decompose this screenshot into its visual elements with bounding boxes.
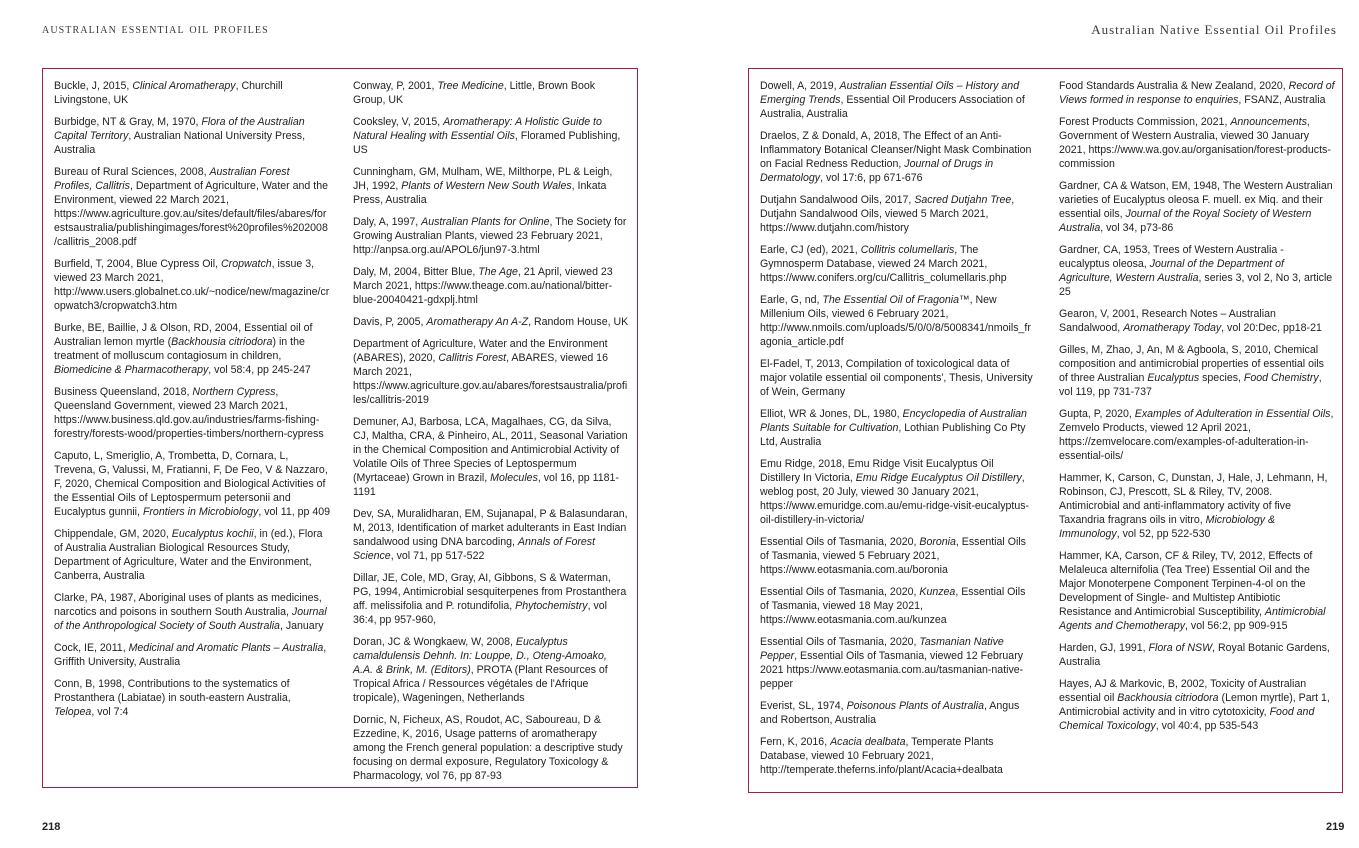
- reference-entry: Gardner, CA, 1953, Trees of Western Australia - eucalyptus oleosa, Journal of the Department of Agriculture, Western Australia, series 3, vol 2, No 3, article 25: [1059, 244, 1333, 298]
- reference-entry: Burbidge, NT & Gray, M, 1970, Flora of the Australian Capital Territory, Australian National University Press, Australia: [54, 116, 306, 156]
- running-head-left: australian essential oil profiles: [42, 22, 269, 37]
- page-number-right: 219: [1326, 821, 1345, 833]
- reference-entry: Business Queensland, 2018, Northern Cypress, Queensland Government, viewed 23 March 2021, https://www.business.qld.gov.au/industries/farms-fishing-forestry/forests-wood/properties-timbers/northern-cypress: [54, 386, 324, 440]
- reference-entry: Gearon, V, 2001, Research Notes – Australian Sandalwood, Aromatherapy Today, vol 20:Dec, pp18-21: [1059, 308, 1322, 334]
- reference-entry: Emu Ridge, 2018, Emu Ridge Visit Eucalyptus Oil Distillery In Victoria, Emu Ridge Eucalyptus Oil Distillery, weblog post, 20 July, viewed 30 January 2021, https://www.emuridge.com.au/emu-ridge-visit-eucalyptus-oil-distillery-in-victoria/: [760, 458, 1030, 526]
- reference-entry: Burfield, T, 2004, Blue Cypress Oil, Cropwatch, issue 3, viewed 23 March 2021, http://www.users.globalnet.co.uk/~nodice/new/magazine/cropwatch3/cropwatch3.htm: [54, 258, 330, 312]
- reference-entry: Draelos, Z & Donald, A, 2018, The Effect of an Anti-Inflammatory Botanical Cleanser/Night Mask Combination on Facial Redness Reduction, Journal of Drugs in Dermatology, vol 17:6, pp 671-676: [760, 130, 1032, 184]
- reference-entry: Everist, SL, 1974, Poisonous Plants of Australia, Angus and Robertson, Australia: [760, 700, 1020, 726]
- reference-entry: Harden, GJ, 1991, Flora of NSW, Royal Botanic Gardens, Australia: [1059, 642, 1330, 668]
- reference-entry: Gilles, M, Zhao, J, An, M & Agboola, S, 2010, Chemical composition and antimicrobial properties of essential oils of three Australian Eucalyptus species, Food Chemistry, vol 119, pp 731-737: [1059, 344, 1324, 398]
- reference-entry: Essential Oils of Tasmania, 2020, Boronia, Essential Oils of Tasmania, viewed 5 February 2021, https://www.eotasmania.com.au/boronia: [760, 536, 1026, 576]
- reference-entry: Hammer, K, Carson, C, Dunstan, J, Hale, J, Lehmann, H, Robinson, CJ, Prescott, SL & Riley, TV, 2008. Antimicrobial and anti-inflammatory activity of five Taxandria fragrans oils in vitro, Microbiology & Immunology, vol 52, pp 522-530: [1059, 472, 1328, 540]
- reference-entry: Gupta, P, 2020, Examples of Adulteration in Essential Oils, Zemvelo Products, viewed 12 April 2021, https://zemvelocare.com/examples-of-adulteration-in-essential-oils/: [1059, 408, 1334, 462]
- references-column: [1059, 79, 1335, 741]
- reference-entry: Elliot, WR & Jones, DL, 1980, Encyclopedia of Australian Plants Suitable for Cultivation, Lothian Publishing Co Pty Ltd, Australia: [760, 408, 1027, 448]
- references-column: [353, 79, 629, 791]
- page-number-left: 218: [42, 821, 61, 833]
- reference-entry: Daly, A, 1997, Australian Plants for Online, The Society for Growing Australian Plants, viewed 23 February 2021, http://anpsa.org.au/APOL6/jun97-3.html: [353, 216, 627, 256]
- reference-entry: Hayes, AJ & Markovic, B, 2002, Toxicity of Australian essential oil Backhousia citriodora (Lemon myrtle), Part 1, Antimicrobial activity and in vitro cytotoxicity, Food and Chemical Toxicology, vol 40:4, pp 535-543: [1059, 678, 1330, 732]
- running-head-right: Australian Native Essential Oil Profiles: [1091, 22, 1337, 37]
- reference-entry: Essential Oils of Tasmania, 2020, Tasmanian Native Pepper, Essential Oils of Tasmania, viewed 12 February 2021 https://www.eotasmania.com.au/tasmanian-native-pepper: [760, 636, 1024, 690]
- reference-entry: Clarke, PA, 1987, Aboriginal uses of plants as medicines, narcotics and poisons in southern South Australia, Journal of the Anthropological Society of South Australia, January: [54, 592, 327, 632]
- reference-entry: Gardner, CA & Watson, EM, 1948, The Western Australian varieties of Eucalyptus oleosa F. muell. ex Miq. and their essential oils, Journal of the Royal Society of Western Australia, vol 34, p73-86: [1059, 180, 1333, 234]
- reference-entry: Demuner, AJ, Barbosa, LCA, Magalhaes, CG, da Silva, CJ, Maltha, CRA, & Pinheiro, AL, 2011, Seasonal Variation in the Chemical Composition and Antimicrobial Activity of Volatile Oils of Three Species of Leptospermum (Myrtaceae) Grown in Brazil, Molecules, vol 16, pp 1181-1191: [353, 416, 628, 498]
- reference-entry: Conway, P, 2001, Tree Medicine, Little, Brown Book Group, UK: [353, 80, 596, 106]
- reference-entry: Bureau of Rural Sciences, 2008, Australian Forest Profiles, Callitris, Department of Agriculture, Water and the Environment, viewed 22 March 2021, https://www.agriculture.gov.au/sites/default/files/abares/forestsaustralia/publishingimages/forest%20profiles%202008/callitris_2008.pdf: [54, 166, 328, 248]
- reference-entry: Hammer, KA, Carson, CF & Riley, TV, 2012, Effects of Melaleuca alternifolia (Tea Tree) Essential Oil and the Major Monoterpene Component Terpinen-4-ol on the Development of Single- and Multistep Antibiotic Resistance and Antimicrobial Susceptibility, Antimicrobial Agents and Chemotherapy, vol 56:2, pp 909-915: [1059, 550, 1326, 632]
- reference-entry: Forest Products Commission, 2021, Announcements, Government of Western Australia, viewed 30 January 2021, https://www.wa.gov.au/organisation/forest-products-commission: [1059, 116, 1331, 170]
- reference-entry: Cock, IE, 2011, Medicinal and Aromatic Plants – Australia, Griffith University, Australia: [54, 642, 327, 668]
- reference-entry: Earle, G, nd, The Essential Oil of Fragonia™, New Millenium Oils, viewed 6 February 2021, http://www.nmoils.com/uploads/5/0/0/8/5008341/nmoils_fragonia_article.pdf: [760, 294, 1031, 348]
- reference-entry: Essential Oils of Tasmania, 2020, Kunzea, Essential Oils of Tasmania, viewed 18 May 2021, https://www.eotasmania.com.au/kunzea: [760, 586, 1026, 626]
- reference-entry: Department of Agriculture, Water and the Environment (ABARES), 2020, Callitris Forest, ABARES, viewed 16 March 2021, https://www.agriculture.gov.au/abares/forestsaustralia/profiles/callitris-2019: [353, 338, 628, 406]
- reference-entry: Chippendale, GM, 2020, Eucalyptus kochii, in (ed.), Flora of Australia Australian Biological Resources Study, Department of Agriculture, Water and the Environment, Canberra, Australia: [54, 528, 323, 582]
- reference-entry: Cooksley, V, 2015, Aromatherapy: A Holistic Guide to Natural Healing with Essential Oils, Floramed Publishing, US: [353, 116, 621, 156]
- reference-entry: Dutjahn Sandalwood Oils, 2017, Sacred Dutjahn Tree, Dutjahn Sandalwood Oils, viewed 5 March 2021, https://www.dutjahn.com/history: [760, 194, 1015, 234]
- reference-entry: Dillar, JE, Cole, MD, Gray, AI, Gibbons, S & Waterman, PG, 1994, Antimicrobial sesquiterpenes from Prostanthera aff. melissifolia and P. rotundifolia, Phytochemistry, vol 36:4, pp 957-960,: [353, 572, 627, 626]
- references-frame-right: [748, 68, 1343, 793]
- reference-entry: Buckle, J, 2015, Clinical Aromatherapy, Churchill Livingstone, UK: [54, 80, 283, 106]
- reference-entry: Davis, P, 2005, Aromatherapy An A-Z, Random House, UK: [353, 316, 629, 328]
- reference-entry: Dev, SA, Muralidharan, EM, Sujanapal, P & Balasundaran, M, 2013, Identification of market adulterants in East Indian sandalwood using DNA barcoding, Annals of Forest Science, vol 71, pp 517-522: [353, 508, 628, 562]
- reference-entry: El-Fadel, T, 2013, Compilation of toxicological data of major volatile essential oil components', Thesis, University of Wein, Germany: [760, 358, 1033, 398]
- reference-entry: Burke, BE, Baillie, J & Olson, RD, 2004, Essential oil of Australian lemon myrtle (Backhousia citriodora) in the treatment of molluscum contagiosum in children, Biomedicine & Pharmacotherapy, vol 58:4, pp 245-247: [54, 322, 313, 376]
- reference-entry: Earle, CJ (ed), 2021, Collitris columellaris, The Gymnosperm Database, viewed 24 March 2021, https://www.conifers.org/cu/Callitris_columellaris.php: [760, 244, 1007, 284]
- reference-entry: Doran, JC & Wongkaew, W, 2008, Eucalyptus camaldulensis Dehnh. In: Louppe, D., Oteng-Amoako, A.A. & Brink, M. (Editors), PROTA (Plant Resources of Tropical Africa / Ressources végétales de l'Afrique tropicale), Wageningen, Netherlands: [353, 636, 608, 704]
- reference-entry: Caputo, L, Smeriglio, A, Trombetta, D, Cornara, L, Trevena, G, Valussi, M, Fratianni, F, De Feo, V & Nazzaro, F, 2020, Chemical Composition and Biological Activities of the Essential Oils of Leptospermum petersonii and Eucalyptus gunnii, Frontiers in Microbiology, vol 11, pp 409: [54, 450, 331, 518]
- references-frame-left: [42, 68, 638, 788]
- references-column: [54, 79, 330, 727]
- reference-entry: Fern, K, 2016, Acacia dealbata, Temperate Plants Database, viewed 10 February 2021, http://temperate.theferns.info/plant/Acacia+dealbata: [760, 736, 1003, 776]
- references-column: [760, 79, 1036, 785]
- reference-entry: Daly, M, 2004, Bitter Blue, The Age, 21 April, viewed 23 March 2021, https://www.theage.com.au/national/bitter-blue-20040421-gdxplj.html: [353, 266, 613, 306]
- reference-entry: Dornic, N, Ficheux, AS, Roudot, AC, Saboureau, D & Ezzedine, K, 2016, Usage patterns of aromatherapy among the French general population: a descriptive study focusing on dermal exposure, Regulatory Toxicology & Pharmacology, vol 76, pp 87-93: [353, 714, 623, 782]
- reference-entry: Dowell, A, 2019, Australian Essential Oils – History and Emerging Trends, Essential Oil Producers Association of Australia, Australia: [760, 80, 1025, 120]
- reference-entry: Conn, B, 1998, Contributions to the systematics of Prostanthera (Labiatae) in south-eastern Australia, Telopea, vol 7:4: [54, 678, 291, 718]
- reference-entry: Food Standards Australia & New Zealand, 2020, Record of Views formed in response to enquiries, FSANZ, Australia: [1059, 80, 1335, 106]
- reference-entry: Cunningham, GM, Mulham, WE, Milthorpe, PL & Leigh, JH, 1992, Plants of Western New South Wales, Inkata Press, Australia: [353, 166, 613, 206]
